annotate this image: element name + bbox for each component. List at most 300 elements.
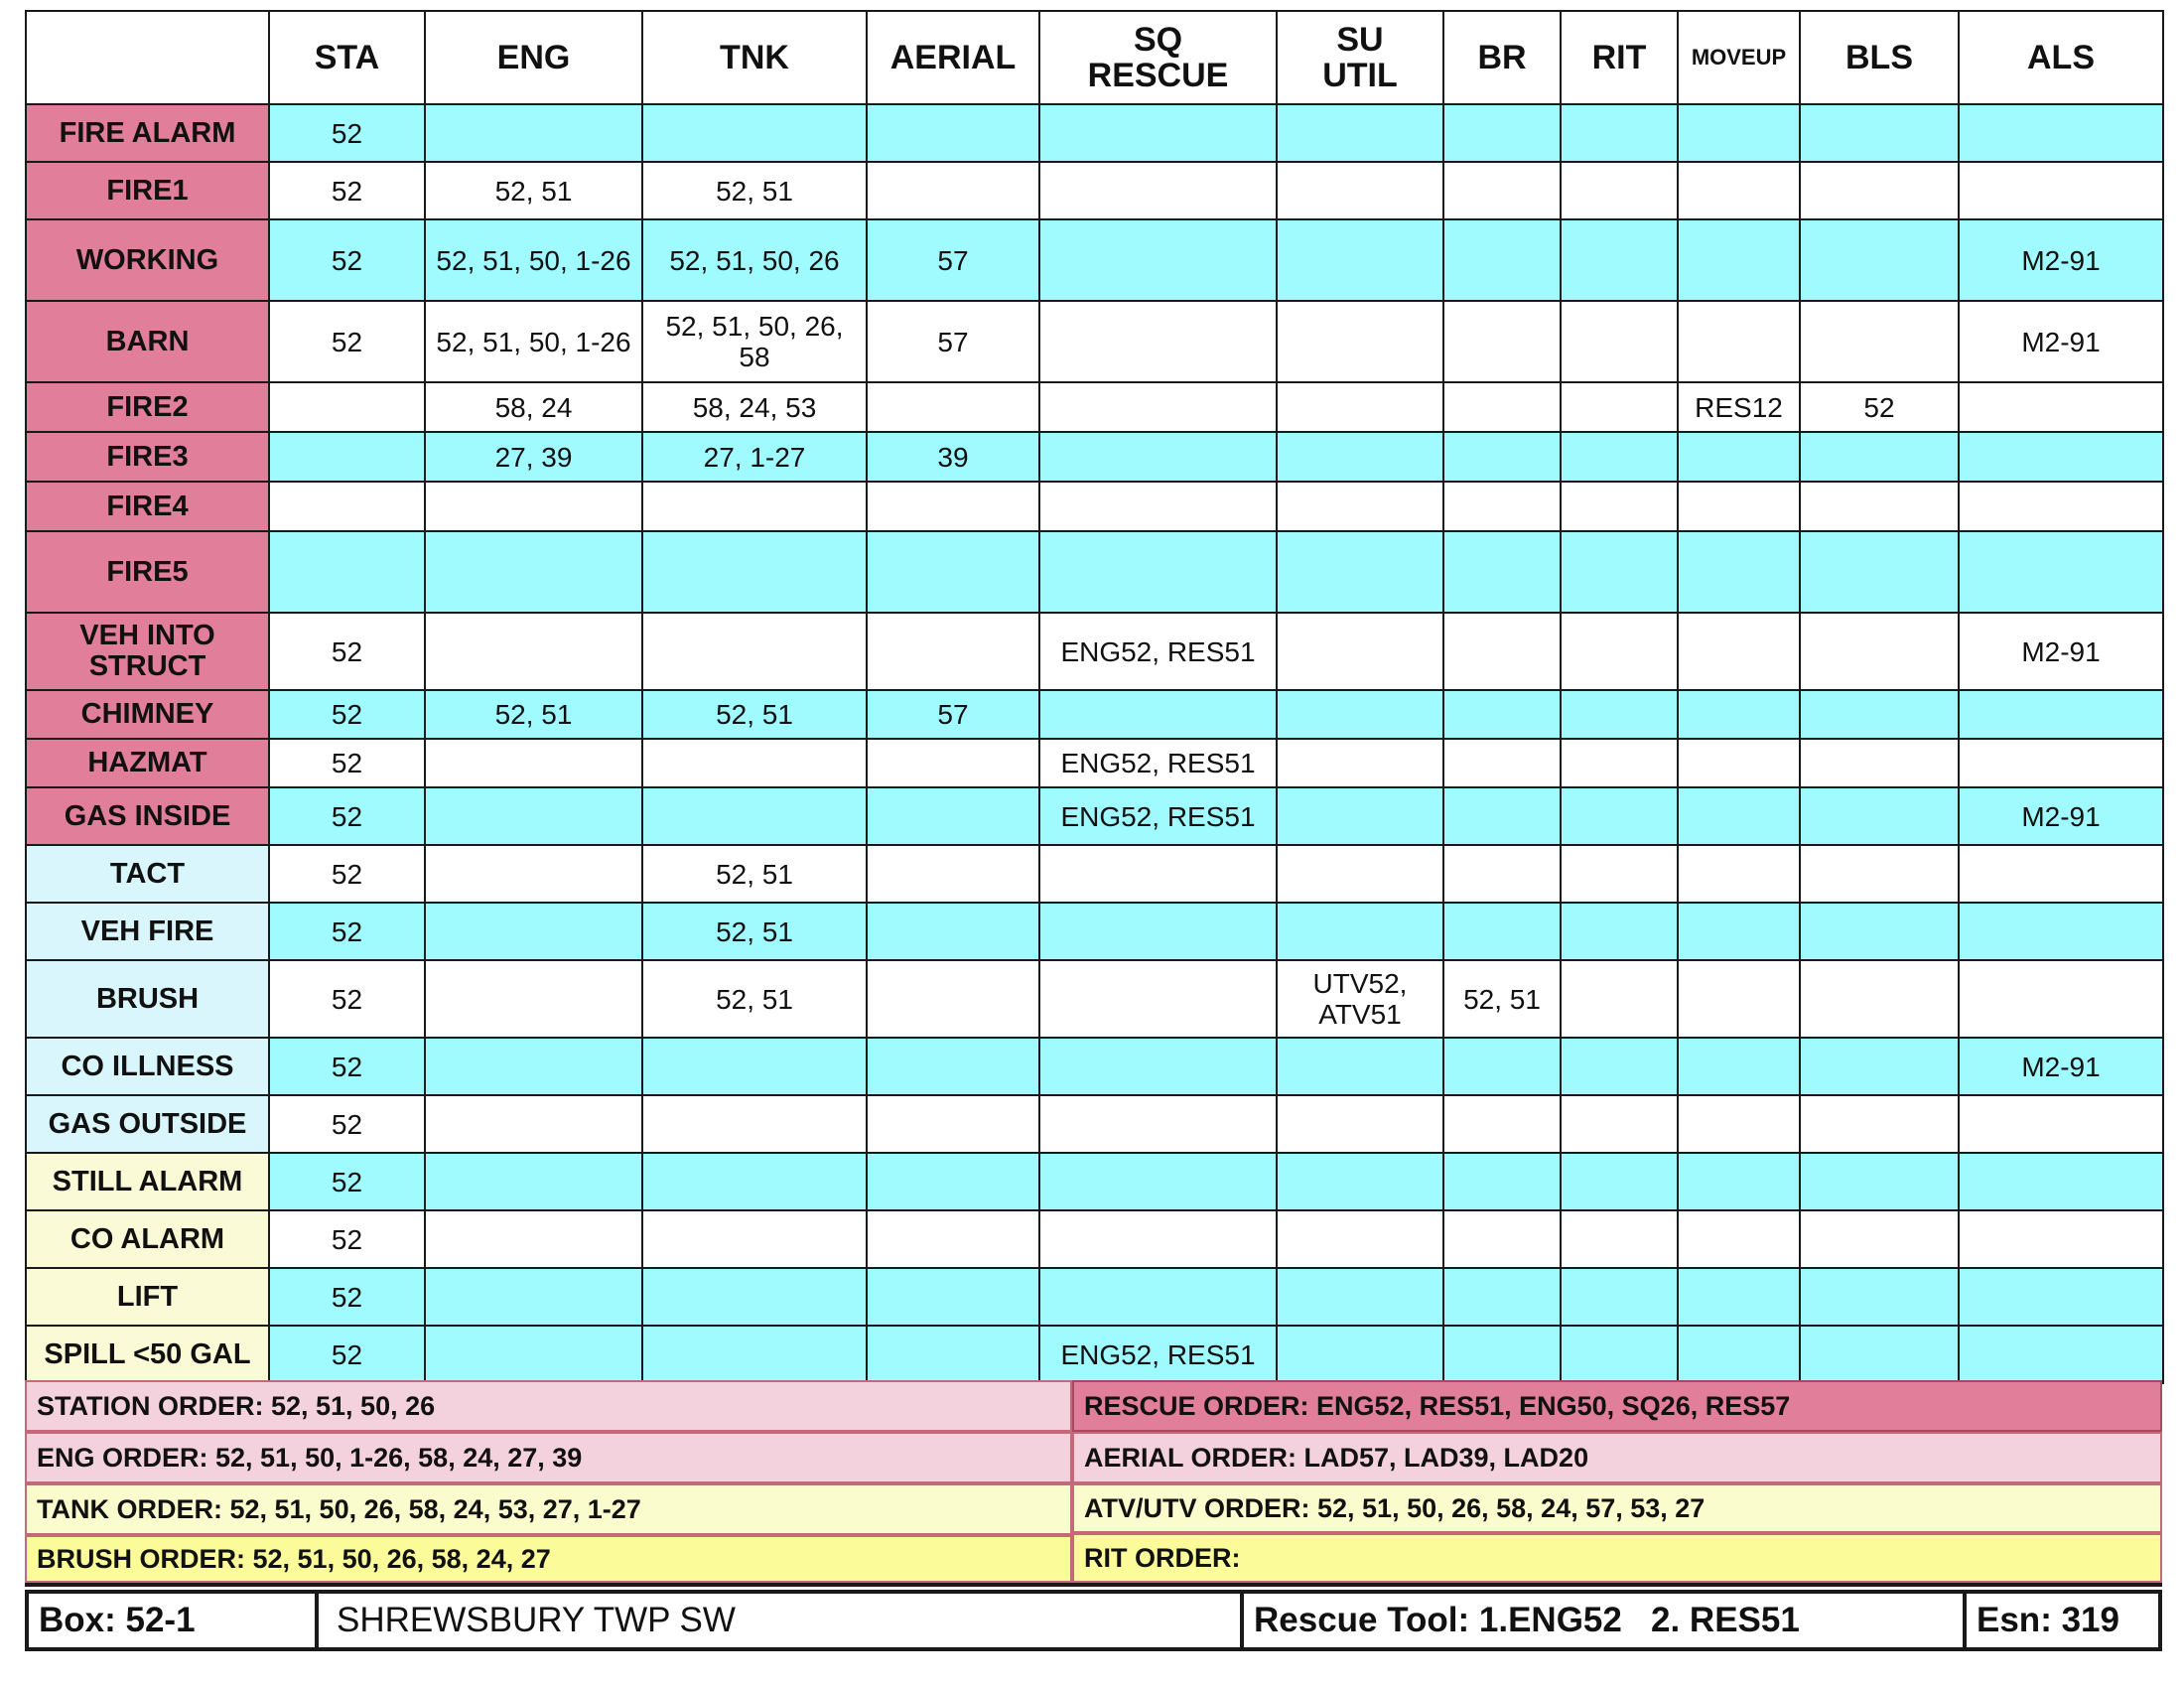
cell-sq-rescue [1039,219,1277,301]
cell-eng: 52, 51, 50, 1-26 [425,301,642,382]
cell-rit [1561,104,1678,162]
cell-eng [425,1153,642,1210]
cell-su-util-line1: UTV52, [1312,968,1408,999]
row-label: VEH FIRE [26,903,269,960]
cell-rit [1561,162,1678,219]
cell-aerial: 57 [867,301,1039,382]
header-bls: BLS [1800,11,1959,104]
row-brush [26,960,2163,1038]
cell-moveup [1678,432,1800,482]
cell-aerial [867,482,1039,531]
cell-su-util [1277,1326,1443,1383]
row-fire5 [26,531,2163,613]
cell-su-util [1277,1153,1443,1210]
row-label: FIRE3 [26,432,269,482]
cell-tnk-line2: 58 [739,342,770,372]
brush-order: BRUSH ORDER: 52, 51, 50, 26, 58, 24, 27 [25,1535,1072,1583]
cell-tnk: 52, 51, 50, 26 [642,219,867,301]
cell-eng [425,613,642,690]
cell-eng [425,787,642,845]
cell-moveup: RES12 [1678,382,1800,432]
cell-eng [425,960,642,1038]
cell-tnk-line1: 52, 51, 50, 26, [665,311,844,342]
cell-eng [425,845,642,903]
header-sq-rescue-line2: RESCUE [1087,57,1229,94]
cell-bls [1800,845,1959,903]
cell-aerial [867,787,1039,845]
cell-moveup [1678,1268,1800,1326]
cell-bls [1800,690,1959,739]
cell-als: M2-91 [1959,1038,2163,1095]
cell-br [1443,1268,1561,1326]
cell-sta: 52 [269,903,425,960]
header-su-util-line2: UTIL [1322,57,1398,94]
cell-rit [1561,613,1678,690]
cell-als [1959,690,2163,739]
row-working [26,219,2163,301]
cell-aerial [867,1326,1039,1383]
cell-sta: 52 [269,787,425,845]
row-chimney [26,690,2163,739]
station-order: STATION ORDER: 52, 51, 50, 26 [25,1380,1072,1432]
row-label-line2: STRUCT [88,650,206,682]
cell-eng [425,1038,642,1095]
cell-als: M2-91 [1959,219,2163,301]
row-label: BARN [26,301,269,382]
cell-moveup [1678,903,1800,960]
cell-sta: 52 [269,162,425,219]
cell-rit [1561,903,1678,960]
row-label: CO ALARM [26,1210,269,1268]
cell-rit [1561,739,1678,787]
cell-tnk [642,301,867,382]
cell-sq-rescue [1039,162,1277,219]
row-label: FIRE ALARM [26,104,269,162]
cell-als [1959,531,2163,613]
cell-tnk [642,739,867,787]
cell-tnk: 58, 24, 53 [642,382,867,432]
cell-als [1959,1268,2163,1326]
rescue-order: RESCUE ORDER: ENG52, RES51, ENG50, SQ26, RES57 [1072,1380,2162,1432]
tank-order: TANK ORDER: 52, 51, 50, 26, 58, 24, 53, 27, 1-27 [25,1483,1072,1535]
cell-tnk [642,104,867,162]
cell-moveup [1678,845,1800,903]
cell-sq-rescue [1039,1210,1277,1268]
cell-tnk [642,1153,867,1210]
cell-eng [425,1095,642,1153]
cell-rit [1561,482,1678,531]
cell-bls [1800,531,1959,613]
cell-su-util [1277,1210,1443,1268]
row-label: GAS OUTSIDE [26,1095,269,1153]
row-label: FIRE4 [26,482,269,531]
row-label: FIRE1 [26,162,269,219]
cell-br [1443,1153,1561,1210]
row-fire3 [26,432,2163,482]
cell-eng [425,739,642,787]
cell-tnk: 52, 51 [642,960,867,1038]
cell-su-util [1277,301,1443,382]
cell-br [1443,1210,1561,1268]
cell-br [1443,739,1561,787]
cell-eng: 58, 24 [425,382,642,432]
cell-sq-rescue [1039,1268,1277,1326]
cell-sta: 52 [269,1095,425,1153]
cell-tnk [642,482,867,531]
cell-sta [269,432,425,482]
row-label: FIRE2 [26,382,269,432]
cell-rit [1561,690,1678,739]
cell-moveup [1678,301,1800,382]
cell-tnk [642,787,867,845]
cell-tnk [642,1038,867,1095]
cell-su-util [1277,482,1443,531]
cell-moveup [1678,787,1800,845]
cell-aerial: 57 [867,690,1039,739]
row-fire-alarm [26,104,2163,162]
cell-bls [1800,739,1959,787]
cell-moveup [1678,1210,1800,1268]
cell-als [1959,1153,2163,1210]
cell-sq-rescue [1039,531,1277,613]
row-lift [26,1268,2163,1326]
cell-moveup [1678,739,1800,787]
cell-rit [1561,1210,1678,1268]
cell-moveup [1678,219,1800,301]
cell-br [1443,301,1561,382]
header-als: ALS [1959,11,2163,104]
cell-bls [1800,1095,1959,1153]
cell-su-util [1277,382,1443,432]
row-co-alarm [26,1210,2163,1268]
cell-eng [425,482,642,531]
cell-eng [425,1268,642,1326]
cell-aerial [867,104,1039,162]
cell-bls [1800,301,1959,382]
cell-sq-rescue [1039,1153,1277,1210]
cell-br [1443,690,1561,739]
cell-br [1443,845,1561,903]
cell-sta: 52 [269,104,425,162]
row-label: LIFT [26,1268,269,1326]
cell-aerial [867,1095,1039,1153]
cell-su-util [1277,845,1443,903]
header-aerial: AERIAL [867,11,1039,104]
row-label-line1: VEH INTO [79,620,215,651]
header-rit: RIT [1561,11,1678,104]
aerial-order: AERIAL ORDER: LAD57, LAD39, LAD20 [1072,1432,2162,1483]
orders-bottom-rule [25,1583,2162,1587]
cell-br [1443,787,1561,845]
cell-als [1959,432,2163,482]
cell-su-util [1277,960,1443,1038]
cell-als: M2-91 [1959,613,2163,690]
cell-moveup [1678,1326,1800,1383]
cell-als [1959,960,2163,1038]
cell-sq-rescue [1039,690,1277,739]
cell-sta: 52 [269,613,425,690]
cell-sta [269,482,425,531]
cell-br [1443,162,1561,219]
cell-rit [1561,301,1678,382]
cell-sq-rescue: ENG52, RES51 [1039,1326,1277,1383]
header-sta: STA [269,11,425,104]
cell-sta: 52 [269,1153,425,1210]
header-sq-rescue-line1: SQ [1133,21,1183,59]
row-hazmat [26,739,2163,787]
cell-bls [1800,787,1959,845]
row-gas-outside [26,1095,2163,1153]
cell-eng [425,531,642,613]
row-label: STILL ALARM [26,1153,269,1210]
cell-su-util [1277,104,1443,162]
cell-sta: 52 [269,1210,425,1268]
row-label: TACT [26,845,269,903]
cell-su-util [1277,787,1443,845]
header-corner [26,11,269,104]
cell-sq-rescue [1039,845,1277,903]
cell-sq-rescue [1039,432,1277,482]
row-fire4 [26,482,2163,531]
cell-bls [1800,104,1959,162]
cell-als [1959,903,2163,960]
rit-order: RIT ORDER: [1072,1533,2162,1583]
cell-bls [1800,960,1959,1038]
cell-bls [1800,903,1959,960]
cell-sq-rescue: ENG52, RES51 [1039,613,1277,690]
atv-utv-order: ATV/UTV ORDER: 52, 51, 50, 26, 58, 24, 57, 53, 27 [1072,1483,2162,1533]
header-tnk: TNK [642,11,867,104]
cell-als [1959,162,2163,219]
row-veh-into-struct [26,613,2163,690]
cell-rit [1561,531,1678,613]
cell-sq-rescue [1039,301,1277,382]
cell-rit [1561,382,1678,432]
cell-sta: 52 [269,219,425,301]
cell-br: 52, 51 [1443,960,1561,1038]
cell-su-util [1277,162,1443,219]
header-eng: ENG [425,11,642,104]
cell-moveup [1678,482,1800,531]
row-label: SPILL <50 GAL [26,1326,269,1383]
row-label [26,613,269,690]
cell-bls: 52 [1800,382,1959,432]
cell-sq-rescue [1039,382,1277,432]
cell-als: M2-91 [1959,301,2163,382]
cell-br [1443,1038,1561,1095]
cell-sq-rescue [1039,104,1277,162]
cell-sq-rescue: ENG52, RES51 [1039,739,1277,787]
cell-moveup [1678,1153,1800,1210]
cell-rit [1561,1326,1678,1383]
cell-sq-rescue [1039,1095,1277,1153]
cell-als [1959,482,2163,531]
row-spill [26,1326,2163,1383]
cell-aerial [867,1210,1039,1268]
cell-moveup [1678,162,1800,219]
cell-bls [1800,1038,1959,1095]
cell-moveup [1678,960,1800,1038]
cell-aerial [867,1268,1039,1326]
box-number: Box: 52-1 [29,1594,319,1647]
cell-als [1959,845,2163,903]
cell-tnk: 52, 51 [642,690,867,739]
row-label: FIRE5 [26,531,269,613]
cell-rit [1561,432,1678,482]
cell-moveup [1678,690,1800,739]
cell-als: M2-91 [1959,787,2163,845]
cell-rit [1561,1268,1678,1326]
row-co-illness [26,1038,2163,1095]
cell-tnk [642,1095,867,1153]
cell-sta: 52 [269,739,425,787]
cell-moveup [1678,1038,1800,1095]
cell-aerial [867,903,1039,960]
cell-br [1443,482,1561,531]
cell-br [1443,432,1561,482]
cell-moveup [1678,531,1800,613]
cell-bls [1800,1153,1959,1210]
cell-sta [269,531,425,613]
row-gas-inside [26,787,2163,845]
cell-br [1443,219,1561,301]
cell-sq-rescue [1039,903,1277,960]
cell-aerial [867,382,1039,432]
cell-rit [1561,1038,1678,1095]
row-veh-fire [26,903,2163,960]
cell-aerial [867,1038,1039,1095]
cell-aerial [867,162,1039,219]
cell-tnk [642,531,867,613]
rescue-tool: Rescue Tool: 1.ENG52 2. RES51 [1244,1594,1967,1647]
cell-tnk [642,1326,867,1383]
cell-als [1959,104,2163,162]
cell-tnk: 52, 51 [642,903,867,960]
cell-bls [1800,613,1959,690]
header-moveup: MOVEUP [1678,11,1800,104]
cell-als [1959,739,2163,787]
cell-br [1443,104,1561,162]
cell-als [1959,1326,2163,1383]
cell-tnk: 52, 51 [642,845,867,903]
cell-aerial [867,613,1039,690]
area-name: SHREWSBURY TWP SW [319,1594,1244,1647]
cell-als [1959,1210,2163,1268]
cell-moveup [1678,613,1800,690]
cell-bls [1800,219,1959,301]
cell-bls [1800,162,1959,219]
cell-su-util [1277,613,1443,690]
cell-rit [1561,845,1678,903]
cell-aerial [867,1153,1039,1210]
cell-eng [425,104,642,162]
cell-tnk [642,1210,867,1268]
cell-su-util [1277,739,1443,787]
cell-moveup [1678,104,1800,162]
row-label: GAS INSIDE [26,787,269,845]
cell-eng: 27, 39 [425,432,642,482]
cell-eng: 52, 51, 50, 1-26 [425,219,642,301]
cell-su-util [1277,903,1443,960]
cell-eng: 52, 51 [425,690,642,739]
cell-rit [1561,787,1678,845]
esn-number: Esn: 319 [1977,1601,2119,1639]
row-still-alarm [26,1153,2163,1210]
row-fire1 [26,162,2163,219]
cell-su-util [1277,432,1443,482]
cell-eng [425,1326,642,1383]
eng-order: ENG ORDER: 52, 51, 50, 1-26, 58, 24, 27, 39 [25,1432,1072,1483]
run-card-table [25,10,2164,1384]
cell-br [1443,903,1561,960]
cell-bls [1800,1210,1959,1268]
row-tact [26,845,2163,903]
cell-br [1443,1326,1561,1383]
cell-sta [269,382,425,432]
cell-aerial [867,739,1039,787]
cell-tnk: 52, 51 [642,162,867,219]
row-barn [26,301,2163,382]
cell-moveup [1678,1095,1800,1153]
row-label: CHIMNEY [26,690,269,739]
cell-br [1443,1095,1561,1153]
cell-su-util [1277,531,1443,613]
row-label: CO ILLNESS [26,1038,269,1095]
cell-sq-rescue: ENG52, RES51 [1039,787,1277,845]
cell-br [1443,382,1561,432]
footer-bar [25,1590,2162,1651]
cell-su-util [1277,1268,1443,1326]
cell-tnk [642,613,867,690]
cell-su-util-line2: ATV51 [1318,999,1402,1030]
cell-sq-rescue [1039,482,1277,531]
row-label: HAZMAT [26,739,269,787]
cell-sta: 52 [269,1268,425,1326]
row-fire2 [26,382,2163,432]
orders-panel [25,1380,2162,1587]
header-sq-rescue [1039,11,1277,104]
cell-sta: 52 [269,690,425,739]
cell-aerial [867,845,1039,903]
cell-aerial [867,531,1039,613]
cell-rit [1561,960,1678,1038]
cell-sq-rescue [1039,960,1277,1038]
cell-aerial: 39 [867,432,1039,482]
cell-sta: 52 [269,301,425,382]
header-br: BR [1443,11,1561,104]
cell-tnk: 27, 1-27 [642,432,867,482]
cell-br [1443,613,1561,690]
header-su-util-line1: SU [1336,21,1384,59]
cell-rit [1561,1095,1678,1153]
cell-rit [1561,219,1678,301]
cell-eng [425,1210,642,1268]
cell-bls [1800,482,1959,531]
cell-sq-rescue [1039,1038,1277,1095]
cell-aerial [867,960,1039,1038]
cell-als [1959,382,2163,432]
row-label: BRUSH [26,960,269,1038]
cell-bls [1800,432,1959,482]
header-row [26,11,2163,104]
cell-sta: 52 [269,1326,425,1383]
cell-sta: 52 [269,1038,425,1095]
cell-sta: 52 [269,960,425,1038]
cell-sta: 52 [269,845,425,903]
cell-aerial: 57 [867,219,1039,301]
cell-eng [425,903,642,960]
cell-su-util [1277,1095,1443,1153]
